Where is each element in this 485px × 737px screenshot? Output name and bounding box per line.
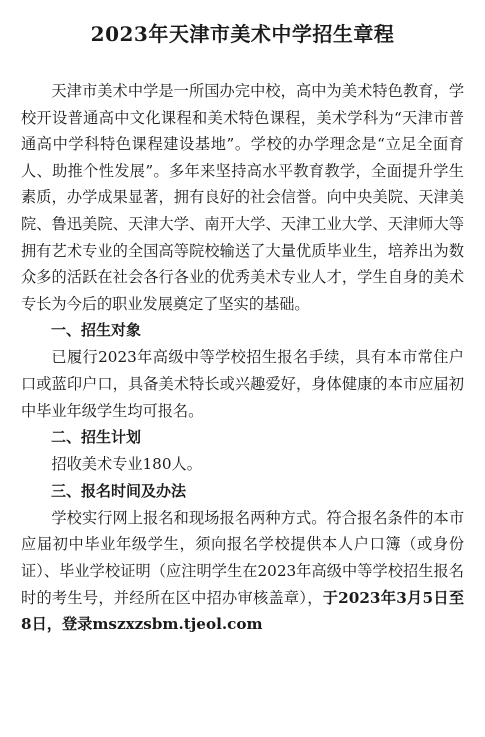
section-heading-enrollment-plan: 二、招生计划 [51,428,142,447]
intro-paragraph: 天津市美术中学是一所国办完中校，高中为美术特色教育，学校开设普通高中文化课程和美术特色课程，美术学科为“天津市普通高中学科特色课程建设基地”。学校的办学理念是“立足全面育人、助推个性发展”。多年来坚持高水平教育教学，全面提升学生素质，办学成果显著，拥有良好的社会信誉。向中央美院、天津美院、鲁迅美院、天津大学、南开大学、天津工业大学、天津师大等拥有艺术专业的全国高等院校输送了大量优质毕业生，培养出为数众多的活跃在社会各行各业的优秀美术专业人才，学生自身的美术专长为今后的职业发展奠定了坚实的基础。 [21,82,464,313]
document-title: 2023年天津市美术中学招生章程 [90,22,395,46]
section-body-registration [21,505,464,638]
section-heading-recruitment-target: 一、招生对象 [51,321,142,340]
registration-text: 学校实行网上报名和现场报名两种方式。符合报名条件的本市应届初中毕业年级学生，须向报名学校提供本人户口簿（或身份证）、毕业学校证明（应注明学生在2023年高级中等学校招生报名时的考生号，并经所在区中招办审核盖章）， [21,508,464,607]
section-body-recruitment-target: 已履行2023年高级中等学校招生报名手续，具有本市常住户口或蓝印户口，具备美术特长或兴趣爱好，身体健康的本市应届初中毕业年级学生均可报名。 [21,348,464,420]
section-heading-registration: 三、报名时间及办法 [51,481,187,500]
registration-url-link[interactable]: mszxzsbm.tjeol.com [92,615,263,634]
section-body-enrollment-plan: 招收美术专业180人。 [51,455,202,474]
registration-date-text: 于2023年3月5日至8日，登录 [21,588,465,634]
